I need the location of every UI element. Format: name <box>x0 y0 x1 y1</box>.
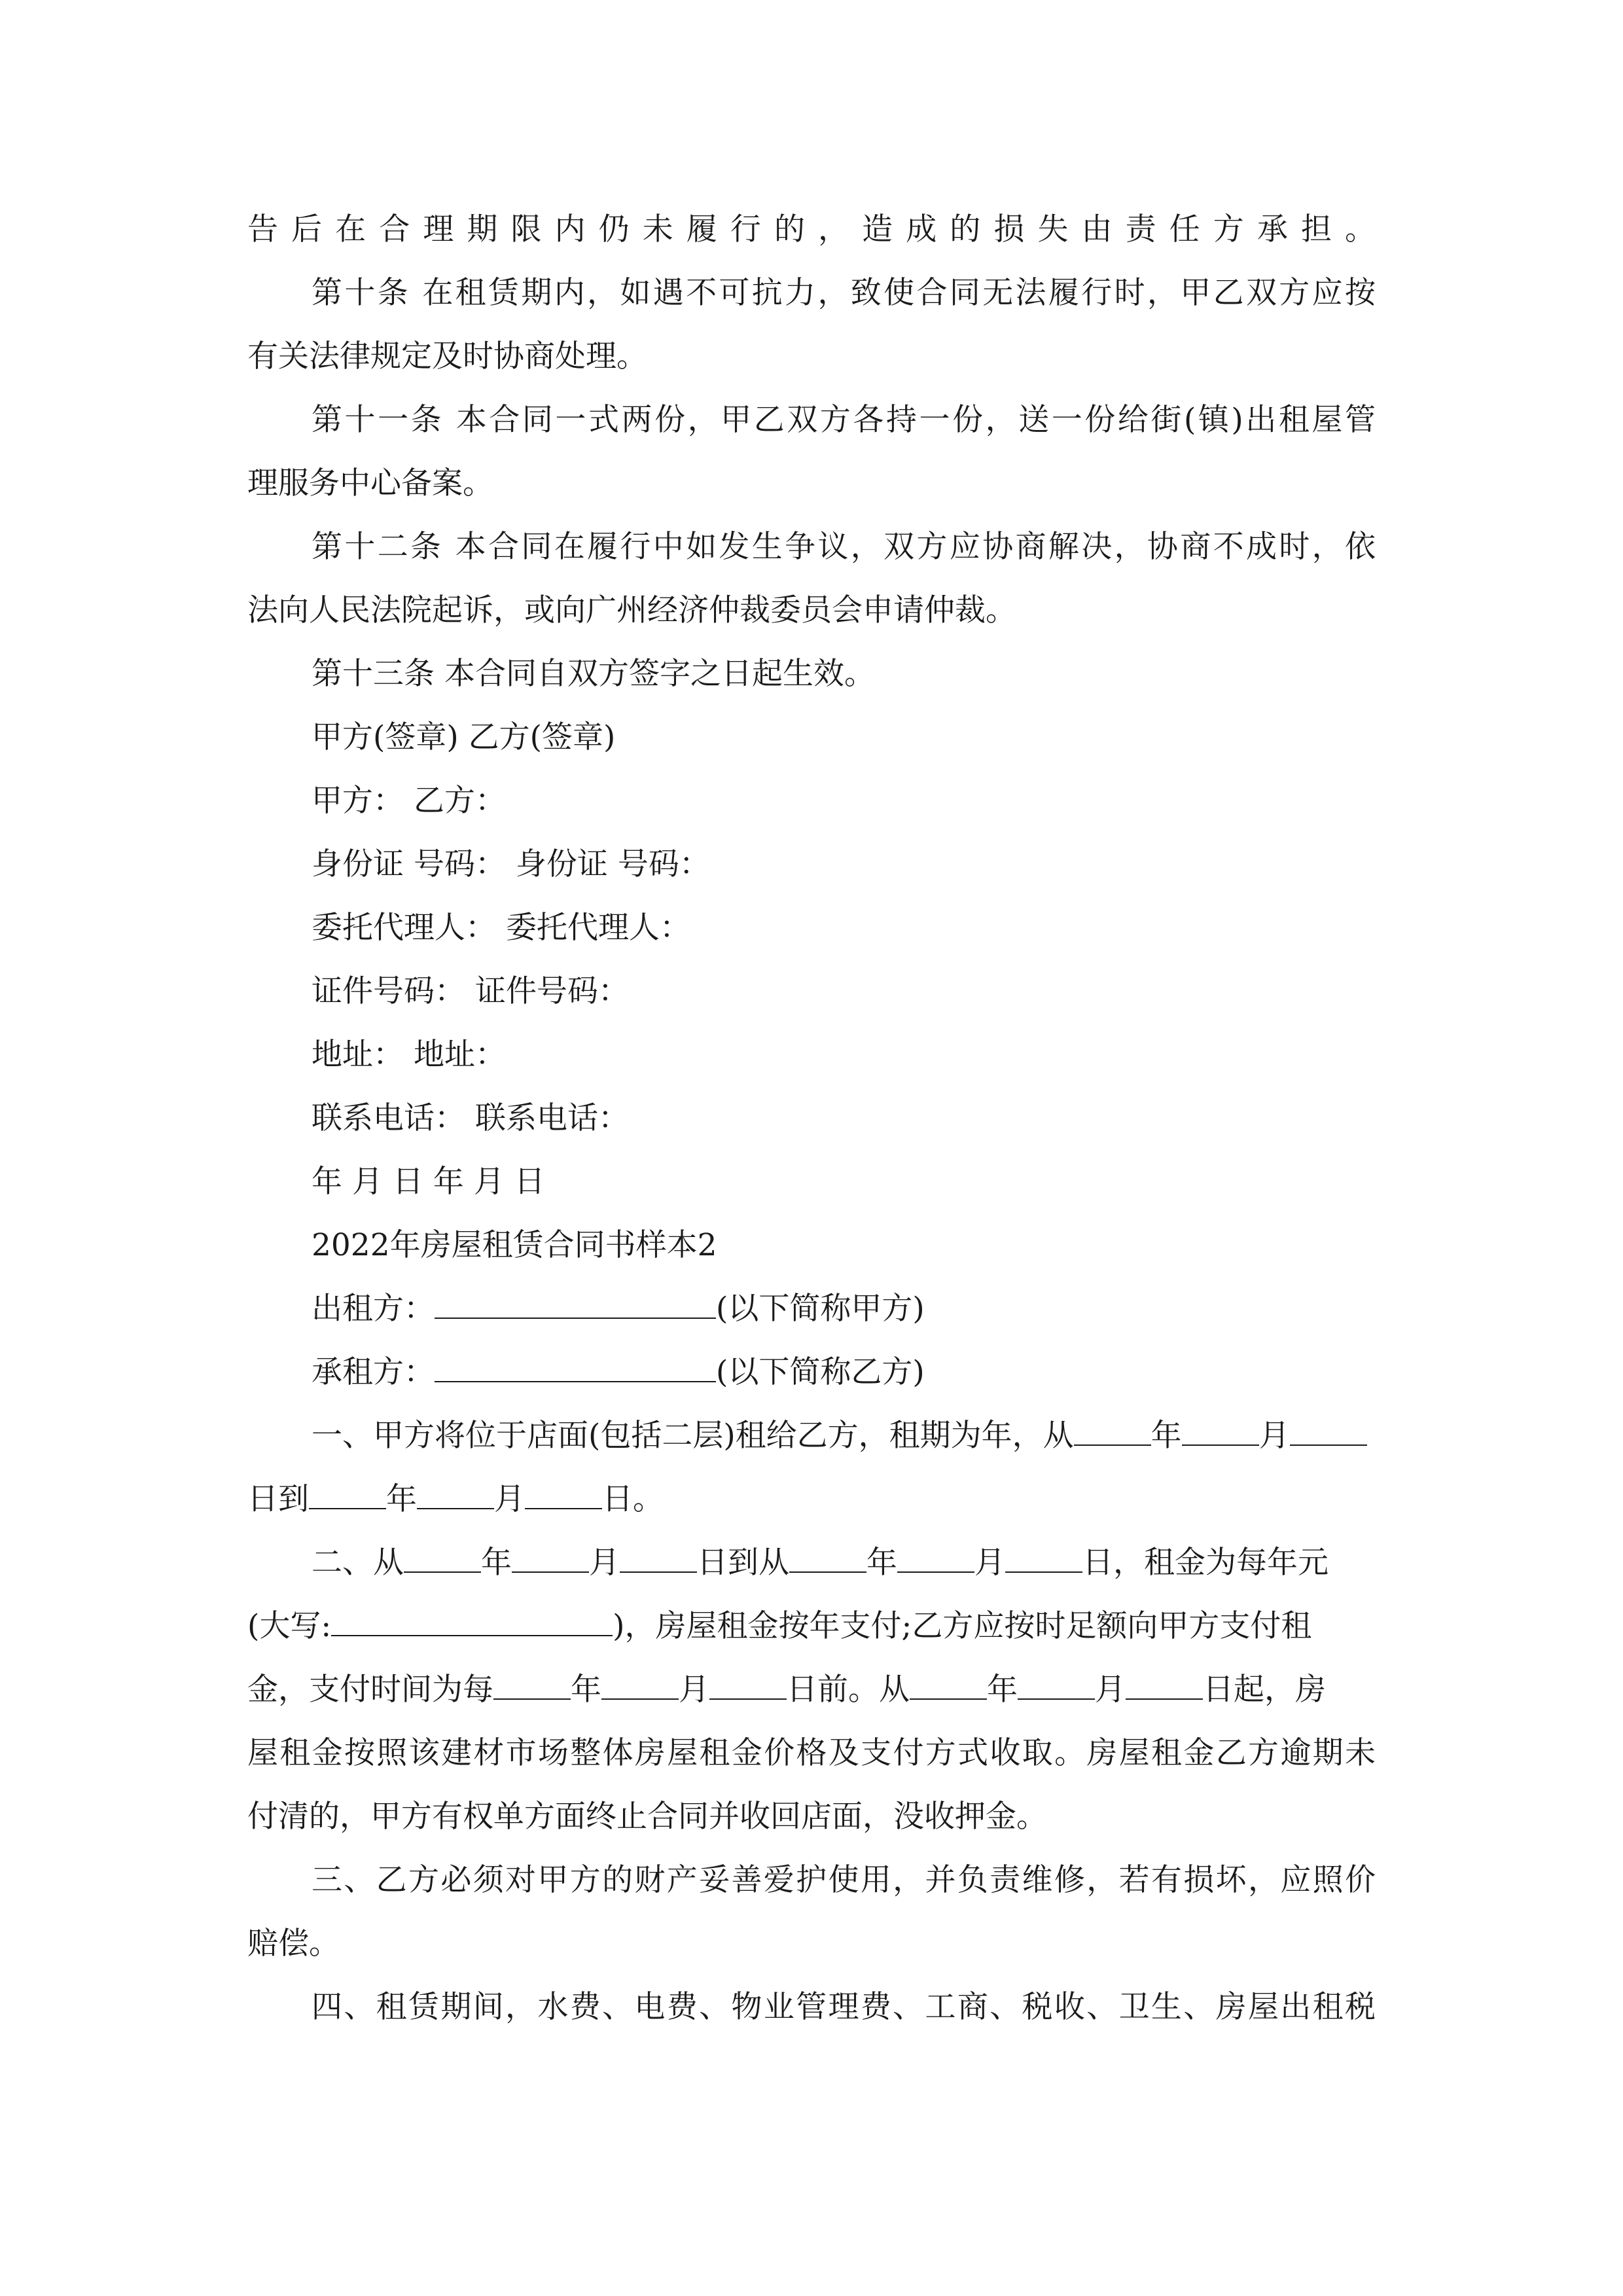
lessee-line <box>312 1340 1376 1404</box>
lessee-note: (以下简称乙方) <box>716 1354 925 1390</box>
blank-field <box>1182 1418 1259 1446</box>
day-to-from-label: 日到从 <box>697 1545 789 1581</box>
agent-line: 委托代理人： 委托代理人： <box>312 910 690 946</box>
party-line: 甲方： 乙方： <box>312 783 506 819</box>
blank-field <box>512 1545 589 1573</box>
blank-field <box>331 1609 613 1636</box>
section-2-cont-2 <box>247 1658 1376 1721</box>
lessor-note: (以下简称甲方) <box>716 1291 925 1327</box>
year-label: 年 <box>1150 1418 1182 1454</box>
article-12: 第十二条 本合同在履行中如发生争议，双方应协商解决，协商不成时，依 <box>312 529 1376 565</box>
phone-line: 联系电话： 联系电话： <box>312 1100 629 1136</box>
blank-field <box>601 1672 679 1700</box>
section-2-cont-4: 付清的，甲方有权单方面终止合同并收回店面，没收押金。 <box>247 1799 1047 1835</box>
article-10-cont: 有关法律规定及时协商处理。 <box>247 338 647 374</box>
article-10: 第十条 在租赁期内，如遇不可抗力，致使合同无法履行时，甲乙双方应按 <box>312 275 1376 311</box>
signature-line: 甲方(签章) 乙方(签章) <box>312 719 616 755</box>
blank-field <box>435 1355 716 1382</box>
lessor-line <box>312 1277 1376 1340</box>
pay-time-text: 金，支付时间为每 <box>247 1672 493 1708</box>
article-11-cont: 理服务中心备案。 <box>247 465 493 501</box>
month-label: 月 <box>974 1545 1005 1581</box>
before-from-text: 日前。从 <box>787 1672 910 1708</box>
blank-field <box>404 1545 481 1573</box>
day-end-label: 日。 <box>602 1481 664 1517</box>
section-4: 四、租赁期间，水费、电费、物业管理费、工商、税收、卫生、房屋出租税 <box>312 1989 1376 2025</box>
month-label: 月 <box>589 1545 620 1581</box>
section-1 <box>312 1404 1376 1467</box>
blank-field <box>1074 1418 1151 1446</box>
blank-field <box>789 1545 866 1573</box>
month-label: 月 <box>1258 1418 1290 1454</box>
article-12-cont: 法向人民法院起诉，或向广州经济仲裁委员会申请仲裁。 <box>247 592 1016 628</box>
blank-field <box>435 1291 716 1319</box>
month-label: 月 <box>1095 1672 1126 1708</box>
blank-field <box>1290 1418 1367 1446</box>
day-start-text: 日起，房 <box>1203 1672 1326 1708</box>
blank-field <box>1005 1545 1082 1573</box>
capital-label: (大写: <box>247 1608 332 1644</box>
rent-text: 日，租金为每年元 <box>1082 1545 1329 1581</box>
year-label: 年 <box>481 1545 512 1581</box>
article-13: 第十三条 本合同自双方签字之日起生效。 <box>312 656 875 692</box>
section-2-cont-3: 屋租金按照该建材市场整体房屋租金价格及支付方式收取。房屋租金乙方逾期未 <box>247 1735 1376 1771</box>
payment-text: )，房屋租金按年支付;乙方应按时足额向甲方支付租 <box>613 1608 1312 1644</box>
blank-field <box>709 1672 787 1700</box>
blank-field <box>493 1672 571 1700</box>
cert-number-line: 证件号码： 证件号码： <box>312 973 629 1009</box>
address-line: 地址： 地址： <box>312 1037 506 1073</box>
blank-field <box>910 1672 987 1700</box>
blank-field <box>1126 1672 1203 1700</box>
blank-field <box>417 1482 494 1509</box>
lessor-label: 出租方： <box>312 1291 435 1327</box>
section-3-cont: 赔偿。 <box>247 1926 340 1962</box>
year-label: 年 <box>386 1481 417 1517</box>
blank-field <box>620 1545 697 1573</box>
year-label: 年 <box>571 1672 601 1708</box>
section-2 <box>312 1531 1376 1594</box>
section-2-text: 二、从 <box>312 1545 404 1581</box>
blank-field <box>525 1482 602 1509</box>
lessee-label: 承租方： <box>312 1354 435 1390</box>
section-1-text: 一、甲方将位于店面(包括二层)租给乙方，租期为年，从 <box>312 1418 1074 1454</box>
article-11: 第十一条 本合同一式两份，甲乙双方各持一份，送一份给街(镇)出租屋管 <box>312 402 1376 438</box>
blank-field <box>897 1545 974 1573</box>
date-line: 年 月 日 年 月 日 <box>312 1164 545 1200</box>
month-label: 月 <box>494 1481 525 1517</box>
month-label: 月 <box>679 1672 709 1708</box>
section-1-cont <box>247 1467 1376 1531</box>
blank-field <box>309 1482 386 1509</box>
blank-field <box>1018 1672 1095 1700</box>
section-title: 2022年房屋租赁合同书样本2 <box>312 1227 717 1263</box>
section-3: 三、乙方必须对甲方的财产妥善爱护使用，并负责维修，若有损坏，应照价 <box>312 1862 1376 1898</box>
day-to-label: 日到 <box>247 1481 309 1517</box>
year-label: 年 <box>866 1545 897 1581</box>
id-card-line: 身份证 号码： 身份证 号码： <box>312 846 710 882</box>
year-label: 年 <box>987 1672 1018 1708</box>
paragraph-line: 告后在合理期限内仍未履行的，造成的损失由责任方承担。 <box>247 211 1376 247</box>
section-2-cont-1 <box>247 1594 1376 1658</box>
